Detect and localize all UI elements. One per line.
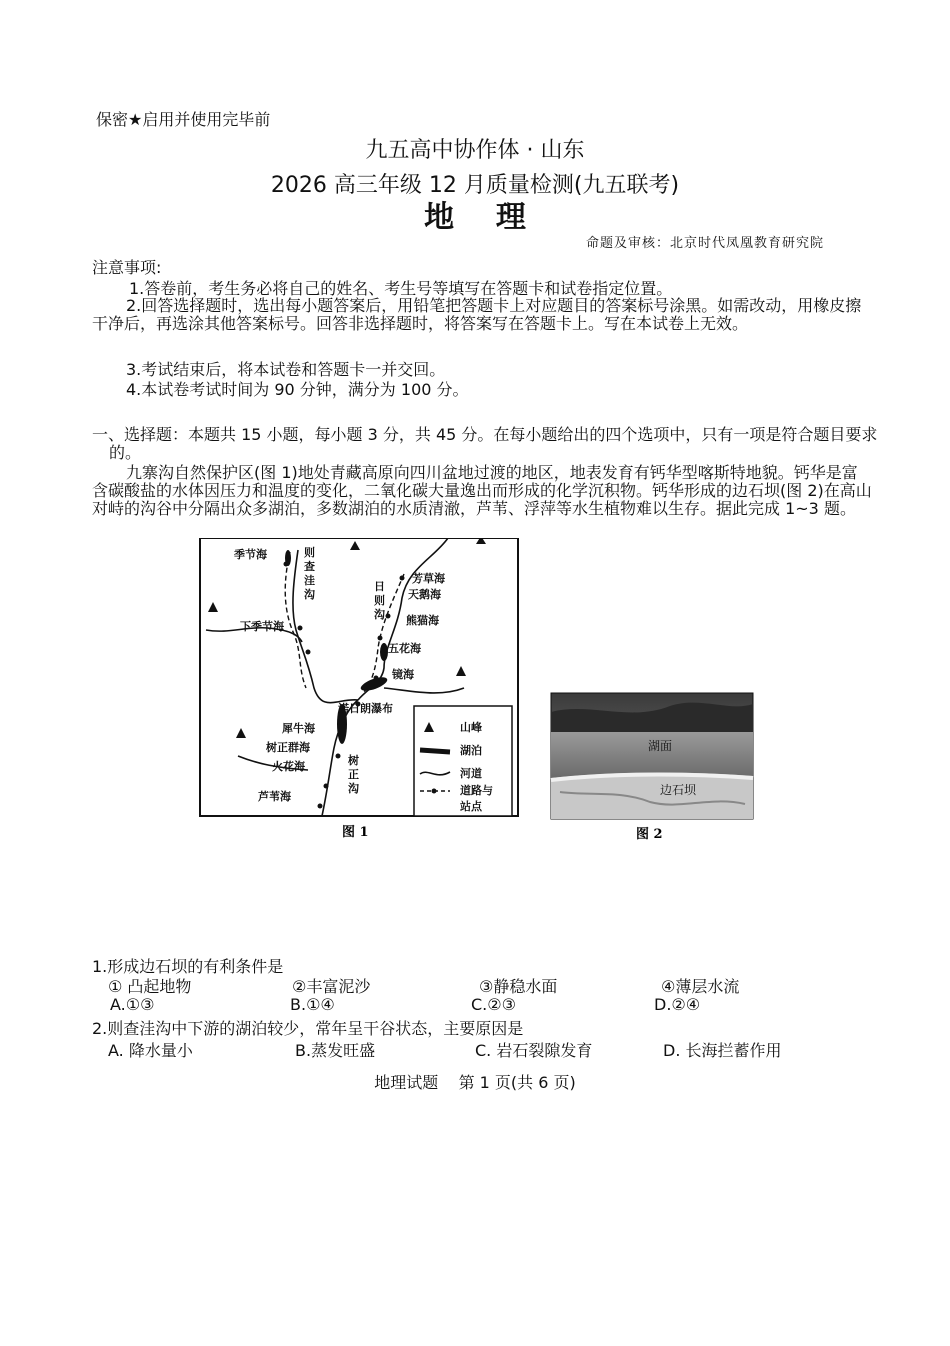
label-nuorilang: 诺日朗瀑布: [338, 702, 393, 715]
section1-title: 一、选择题：本题共 15 小题，每小题 3 分，共 45 分。在每小题给出的四个选项中，只有一项是符合题目要求的。: [92, 425, 878, 462]
label-xiongmaohai: 熊猫海: [406, 614, 439, 627]
legend-lake-symbol: [420, 750, 450, 752]
notice-item-3: 3.考试结束后，将本试卷和答题卡一并交回。: [126, 360, 446, 379]
q2-stem: 2.则查洼沟中下游的湖泊较少，常年呈干谷状态，主要原因是: [92, 1019, 524, 1038]
legend-peak: 山峰: [460, 721, 482, 734]
author-line: 命题及审核：北京时代凤凰教育研究院: [586, 236, 825, 251]
org-title: 九五高中协作体 · 山东: [365, 138, 585, 163]
notice-item-2: 2.回答选择题时，选出每小题答案后，用铅笔把答题卡上对应题目的答案标号涂黑。如需改动，用橡皮擦干净后，再选涂其他答案标号。回答非选择题时，将答案写在答题卡上。写在本试卷上无效。: [92, 296, 862, 333]
notice-title: 注意事项:: [92, 258, 162, 277]
subject-title: 地 理: [424, 200, 526, 235]
q2-option-c[interactable]: C. 岩石裂隙发育: [475, 1041, 593, 1060]
q1-option-a[interactable]: A.①③: [110, 995, 155, 1014]
photo-dam-label: 边石坝: [660, 783, 697, 797]
label-zechawa-2: 查: [304, 560, 315, 573]
photo-lake-label: 湖面: [648, 739, 673, 753]
q1-option-c[interactable]: C.②③: [471, 995, 516, 1014]
label-wuhuahai: 五花海: [388, 642, 421, 655]
q2-option-d[interactable]: D. 长海拦蓄作用: [663, 1041, 782, 1060]
q1-item-4: ④薄层水流: [661, 977, 740, 996]
q2-option-a[interactable]: A. 降水量小: [108, 1041, 193, 1060]
legend-road: 道路与: [460, 784, 493, 797]
page-footer: 地理试题 第 1 页(共 6 页): [374, 1073, 576, 1092]
notice-item-4: 4.本试卷考试时间为 90 分钟，满分为 100 分。: [126, 380, 469, 399]
q1-option-b[interactable]: B.①④: [290, 995, 335, 1014]
q1-item-2: ②丰富泥沙: [292, 977, 371, 996]
label-zechawa-3: 洼: [304, 574, 315, 587]
label-fangcaohai: 芳草海: [412, 572, 445, 585]
label-rize-2: 则: [374, 594, 385, 607]
label-tianehai: 天鹅海: [408, 588, 441, 601]
map-legend: [414, 706, 512, 816]
exam-title: 2026 高三年级 12 月质量检测(九五联考): [270, 173, 680, 198]
label-shuzhengqunhai: 树正群海: [266, 741, 310, 754]
label-zechawa-1: 则: [304, 546, 315, 559]
label-xiajijiehai: 下季节海: [240, 620, 284, 633]
figure2-photo: [550, 692, 754, 842]
q1-item-3: ③静稳水面: [479, 977, 558, 996]
passage: 九寨沟自然保护区(图 1)地处青藏高原向四川盆地过渡的地区，地表发育有钙华型喀斯特地貌。钙华是富含碳酸盐的水体因压力和温度的变化，二氧化碳大量逸出而形成的化学沉积物。钙华形成的边石坝(图 2)在高山对峙的沟谷中分隔出众多湖泊，多数湖泊的水质清澈，芦苇、浮萍等水生植物难以生存。据此完成 1~3 题。: [92, 463, 872, 518]
label-shuzheng-1: 树: [348, 754, 359, 767]
q1-item-1: ① 凸起地物: [108, 977, 192, 996]
secret-label: 保密★启用并使用完毕前: [96, 110, 271, 129]
label-jijiehai: 季节海: [234, 548, 267, 561]
legend-lake: 湖泊: [460, 744, 482, 757]
figure2-caption: 图 2: [636, 827, 663, 842]
legend-river: 河道: [460, 767, 482, 780]
label-zechawa-4: 沟: [304, 588, 315, 601]
label-shuzheng-2: 正: [348, 768, 359, 781]
legend-road2: 站点: [460, 800, 482, 813]
label-luweihai: 芦苇海: [258, 790, 291, 803]
label-huohuahai: 火花海: [272, 760, 305, 773]
figure1-map: [198, 538, 528, 844]
dam-area: [551, 773, 753, 820]
q2-option-b[interactable]: B.蒸发旺盛: [295, 1041, 376, 1060]
figure1-caption: 图 1: [342, 825, 369, 840]
notice-item-1: 1.答卷前，考生务必将自己的姓名、考生号等填写在答题卡和试卷指定位置。: [129, 279, 673, 298]
q1-option-d[interactable]: D.②④: [654, 995, 701, 1014]
q1-stem: 1.形成边石坝的有利条件是: [92, 957, 284, 976]
label-rize-1: 日: [374, 580, 385, 593]
label-shuzheng-3: 沟: [348, 782, 359, 795]
label-xiniuhai: 犀牛海: [282, 722, 315, 735]
label-rize-3: 沟: [374, 608, 385, 621]
label-jinghai: 镜海: [392, 668, 414, 681]
